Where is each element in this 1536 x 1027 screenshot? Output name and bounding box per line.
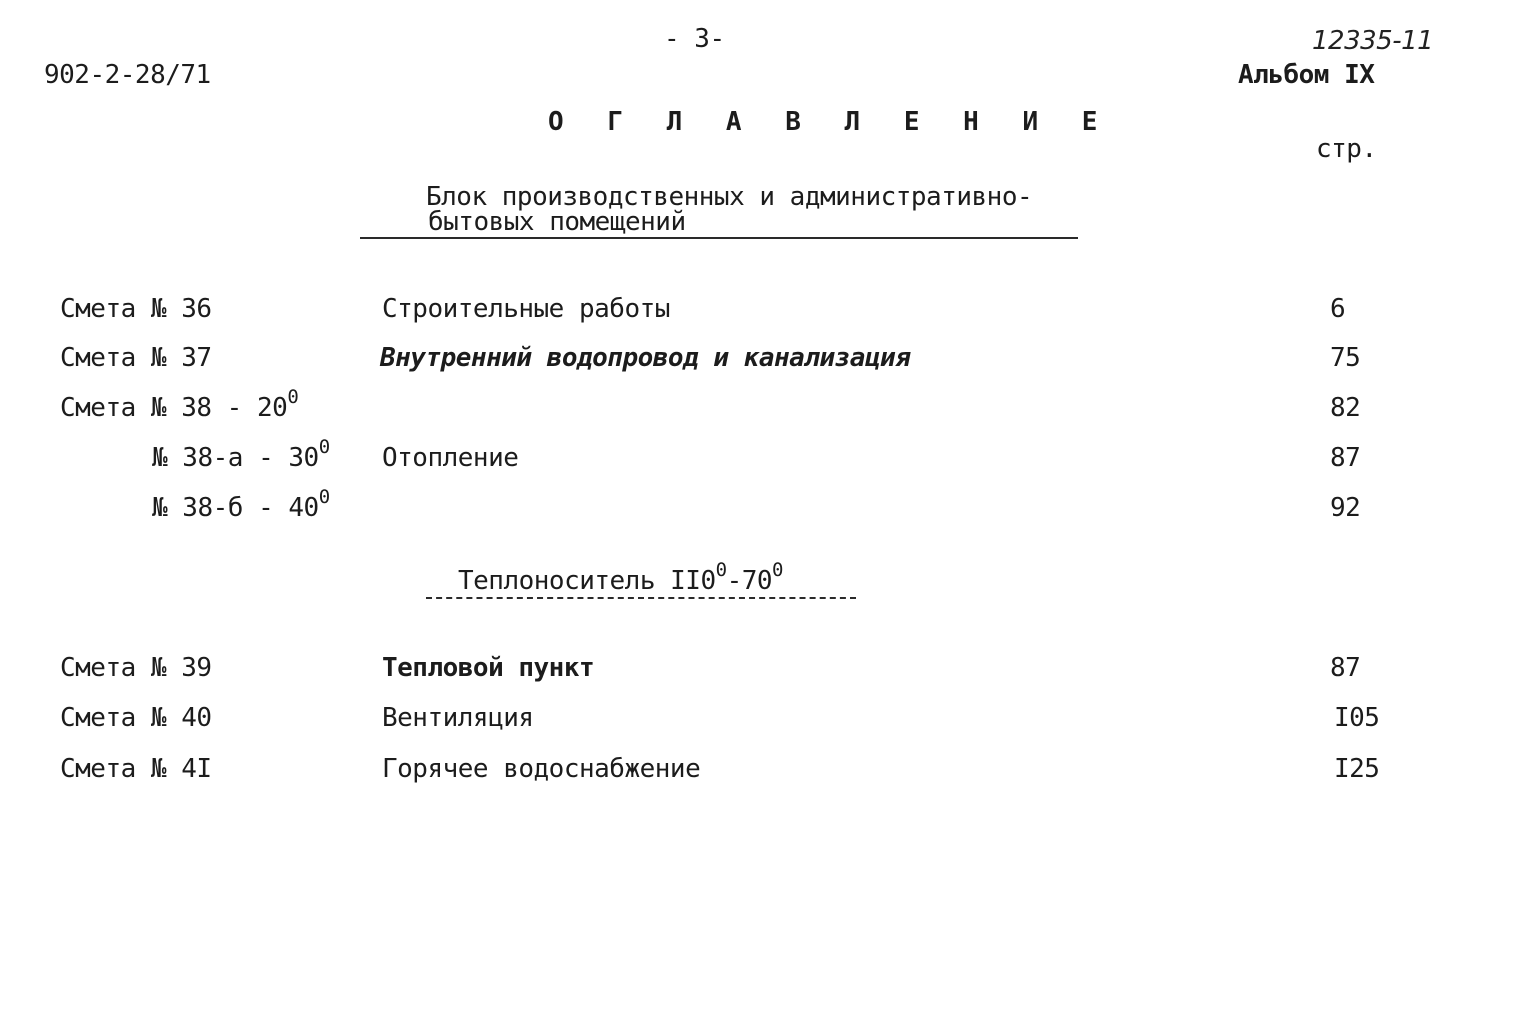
album-label: Альбом IX xyxy=(1238,60,1375,90)
page-ref: 82 xyxy=(1330,393,1361,423)
section-underline xyxy=(360,237,1078,239)
heading-text: Теплоноситель II0 xyxy=(458,566,716,596)
page-ref: I25 xyxy=(1334,754,1380,784)
document-code: 902-2-28/71 xyxy=(44,60,211,90)
degree-sup: 0 xyxy=(772,559,783,581)
estimate-label: Смета № 4I xyxy=(60,754,212,784)
page-number: - 3- xyxy=(664,24,725,54)
estimate-label: Смета № 36 xyxy=(60,294,212,324)
degree-sup: 0 xyxy=(318,436,330,458)
estimate-text: № 38-а - 30 xyxy=(152,443,319,473)
estimate-label xyxy=(152,486,330,523)
page-ref: 87 xyxy=(1330,443,1361,473)
degree-sup: 0 xyxy=(715,559,727,581)
item-title: Горячее водоснабжение xyxy=(382,754,701,784)
estimate-text: № 38-б - 40 xyxy=(152,493,319,523)
page-ref: 6 xyxy=(1330,294,1346,324)
estimate-label xyxy=(60,386,299,423)
item-title: Внутренний водопровод и канализация xyxy=(380,343,911,373)
item-title: Отопление xyxy=(382,443,519,473)
page-column-label: стр. xyxy=(1316,134,1377,164)
archive-number: 12335-11 xyxy=(1312,26,1434,56)
section-heading-line2: бытовых помещений xyxy=(428,207,686,237)
section-heading-line1: Блок производственных и административно- xyxy=(426,182,1033,212)
estimate-label xyxy=(152,436,330,473)
item-title: Тепловой пункт xyxy=(382,653,595,683)
estimate-text: Смета № 38 - 20 xyxy=(60,393,288,423)
degree-sup: 0 xyxy=(318,486,330,508)
heading-text: -70 xyxy=(726,566,773,596)
item-title: Строительные работы xyxy=(382,294,670,324)
page-ref: 92 xyxy=(1330,493,1361,523)
estimate-label: Смета № 40 xyxy=(60,703,212,733)
degree-sup: 0 xyxy=(287,386,299,408)
page-ref: 75 xyxy=(1330,343,1361,373)
estimate-label: Смета № 39 xyxy=(60,653,212,683)
estimate-label: Смета № 37 xyxy=(60,343,212,373)
page-title: О Г Л А В Л Е Н И Е xyxy=(548,107,1112,137)
item-title: Вентиляция xyxy=(382,703,534,733)
page-ref: 87 xyxy=(1330,653,1361,683)
section-underline xyxy=(426,597,856,599)
page-ref: I05 xyxy=(1334,703,1380,733)
section-heading xyxy=(458,559,783,596)
